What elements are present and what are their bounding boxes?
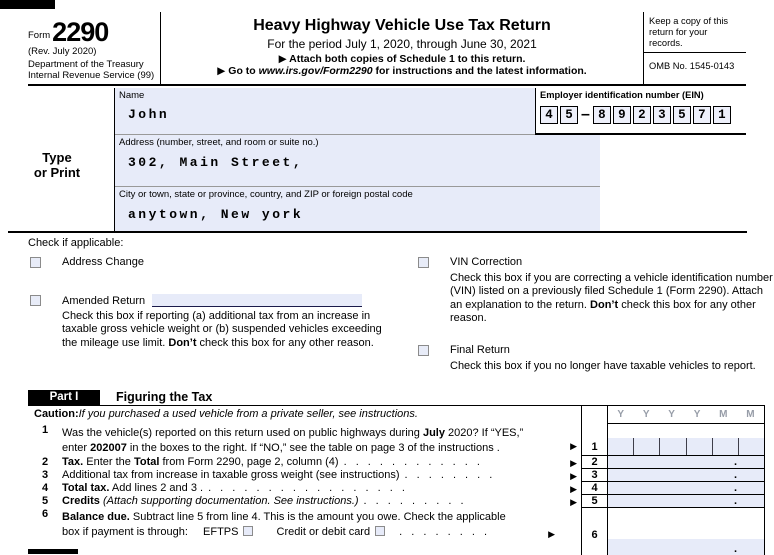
form-title-block <box>161 12 643 84</box>
checks-heading: Check if applicable: <box>28 237 124 249</box>
address-field[interactable] <box>115 135 600 187</box>
amended-return-description: Check this box if reporting (a) additional tax from an increase in taxable gross vehicle weight or (b) suspended vehicles exceeding the mileage use limit. Don’t check this box for any other reason. <box>62 310 382 349</box>
eftps-checkbox[interactable] <box>243 526 253 536</box>
amended-return-label: Amended Return <box>62 294 146 307</box>
ein-digit-box[interactable]: 3 <box>653 106 671 124</box>
form-header <box>28 12 746 86</box>
part1-header <box>28 390 765 406</box>
line1-date-entry-field[interactable] <box>608 438 764 455</box>
line5-amount-field[interactable]: . <box>608 495 765 508</box>
ein-digit-box[interactable]: 4 <box>540 106 558 124</box>
part2-bar-cutoff <box>28 549 78 554</box>
ein-digit-box[interactable]: 5 <box>673 106 691 124</box>
address-value[interactable]: 302, Main Street, <box>128 155 304 170</box>
ein-digit-box[interactable]: 5 <box>560 106 578 124</box>
amended-return-blank-field[interactable] <box>152 294 362 307</box>
ein-digit-box[interactable]: 7 <box>693 106 711 124</box>
section-divider <box>8 231 747 233</box>
line6-text: Balance due. Subtract line 5 from line 4. This is the amount you owe. Check the applicable box if payment is through: EFTPS Credit or debit card . . . . . . . . ▶ <box>62 511 555 539</box>
final-return-label: Final Return <box>450 344 510 356</box>
amended-return-row <box>30 294 362 307</box>
card-label: Credit or debit card <box>276 525 371 538</box>
ein-digit-box[interactable]: 2 <box>633 106 651 124</box>
omb-number: OMB No. 1545-0143 <box>649 61 735 71</box>
form-revision: (Rev. July 2020) <box>28 46 97 57</box>
date-digit-box[interactable] <box>659 438 685 455</box>
final-return-row <box>418 344 510 356</box>
goto-instruction: ▶ Go to www.irs.gov/Form2290 for instructions and the latest information. <box>217 65 587 77</box>
part1-title: Figuring the Tax <box>116 390 213 404</box>
top-left-black-bar <box>0 0 55 9</box>
line4-text: Total tax. Add lines 2 and 3 . . . . . . . . . . . . . . . . . . ▶ <box>62 482 577 494</box>
name-label: Name <box>119 90 145 101</box>
form-period: For the period July 1, 2020, through June 30, 2021 <box>267 37 537 51</box>
line2-text: Tax. Enter the Total from Form 2290, page 2, column (4) . . . . . . . . . . . . ▶ <box>62 456 577 468</box>
header-right-box <box>643 12 746 84</box>
line3-text: Additional tax from increase in taxable gross weight (see instructions) . . . . . . . . ▶ <box>62 469 577 481</box>
ein-digit-box[interactable]: 1 <box>713 106 731 124</box>
amended-return-checkbox[interactable] <box>30 295 41 306</box>
line2-amount-field[interactable]: . <box>608 456 765 469</box>
date-column-header: Y Y Y Y M M <box>608 406 765 424</box>
date-digit-box[interactable] <box>633 438 659 455</box>
date-digit-box[interactable] <box>686 438 712 455</box>
address-label: Address (number, street, and room or suite no.) <box>119 137 319 148</box>
final-return-checkbox[interactable] <box>418 345 429 356</box>
treasury-dept-label: Department of the Treasury <box>28 59 144 70</box>
address-change-checkbox[interactable] <box>30 257 41 268</box>
check-if-applicable-section <box>28 237 773 387</box>
date-digit-box[interactable] <box>608 438 633 455</box>
irs-url: www.irs.gov/Form2290 <box>258 65 373 77</box>
ein-label: Employer identification number (EIN) <box>540 90 704 100</box>
city-label: City or town, state or province, country, and ZIP or foreign postal code <box>119 189 413 200</box>
keep-copy-note: Keep a copy of this return for your records. <box>644 12 746 53</box>
vin-correction-row <box>418 256 522 268</box>
address-change-row <box>30 256 144 268</box>
ein-digit-box[interactable]: 9 <box>613 106 631 124</box>
irs-label: Internal Revenue Service (99) <box>28 70 155 81</box>
caution-note: Caution: If you purchased a used vehicle from a private seller, see instructions. <box>34 408 418 420</box>
form-number: 2290 <box>52 17 109 47</box>
attach-instruction: ▶ Attach both copies of Schedule 1 to this return. <box>278 53 526 65</box>
line1-arrow: ▶ <box>570 440 577 451</box>
line6-amount-field[interactable]: . <box>608 539 764 555</box>
form-id-block <box>28 12 161 84</box>
vin-correction-description: Check this box if you are correcting a vehicle identification number (VIN) listed on a previously filed Schedule 1 (Form 2290). Attach an explanation to the return. Don’t check this box for any other reason. <box>450 272 773 325</box>
ein-dash: – <box>581 106 590 123</box>
ein-digit-box[interactable]: 8 <box>593 106 611 124</box>
tax-line-1: 1 Was the vehicle(s) reported on this return used on public highways during July 2020? If “YES,” enter 202007 in the boxes to the right. If “NO,” see the table on page 3 of the instructions . ▶ 1 <box>28 424 765 456</box>
address-change-label: Address Change <box>62 256 144 268</box>
tax-line-2: 2 Tax. Enter the Total from Form 2290, page 2, column (4) . . . . . . . . . . . . ▶ 2 . <box>28 456 765 469</box>
line3-amount-field[interactable]: . <box>608 469 765 482</box>
line1-number: 1 <box>41 424 49 436</box>
form-title: Heavy Highway Vehicle Use Tax Return <box>253 17 551 34</box>
credit-debit-checkbox[interactable] <box>375 526 385 536</box>
vin-correction-label: VIN Correction <box>450 256 523 268</box>
ein-block <box>535 88 746 135</box>
name-field[interactable] <box>115 88 535 135</box>
date-digit-box[interactable] <box>738 438 764 455</box>
line5-text: Credits (Attach supporting documentation. See instructions.) . . . . . . . . . ▶ <box>62 495 577 507</box>
date-digit-box[interactable] <box>712 438 738 455</box>
line4-amount-field[interactable]: . <box>608 482 765 495</box>
entity-section <box>0 88 746 233</box>
eftps-label: EFTPS <box>203 525 239 538</box>
part1-section <box>28 390 765 555</box>
tax-line-4: 4 Total tax. Add lines 2 and 3 . . . . . . . . . . . . . . . . . . ▶ 4 . <box>28 482 765 495</box>
form-word: Form <box>28 30 51 41</box>
line1-text: Was the vehicle(s) reported on this return used on public highways during July 2020? If “YES,” enter 202007 in the boxes to the right. If “NO,” see the table on page 3 of the instructions . ▶ <box>62 427 577 454</box>
city-field[interactable] <box>115 187 600 233</box>
type-or-print-label: Type or Print <box>0 88 115 233</box>
tax-line-3: 3 Additional tax from increase in taxable gross weight (see instructions) . . . . . . . . ▶ 3 . <box>28 469 765 482</box>
final-return-description: Check this box if you no longer have taxable vehicles to report. <box>450 360 756 372</box>
part1-badge: Part I <box>28 390 100 405</box>
city-value[interactable]: anytown, New york <box>128 207 304 222</box>
name-value[interactable]: John <box>128 107 170 122</box>
vin-correction-checkbox[interactable] <box>418 257 429 268</box>
tax-line-6: 6 Balance due. Subtract line 5 from line 4. This is the amount you owe. Check the applicable box if payment is through: EFTPS Credit or debit card . . . . . . . . ▶ 6 . <box>28 508 765 555</box>
ein-boxes <box>540 106 746 124</box>
tax-line-5: 5 Credits (Attach supporting documentation. See instructions.) . . . . . . . . . ▶ 5 . <box>28 495 765 508</box>
